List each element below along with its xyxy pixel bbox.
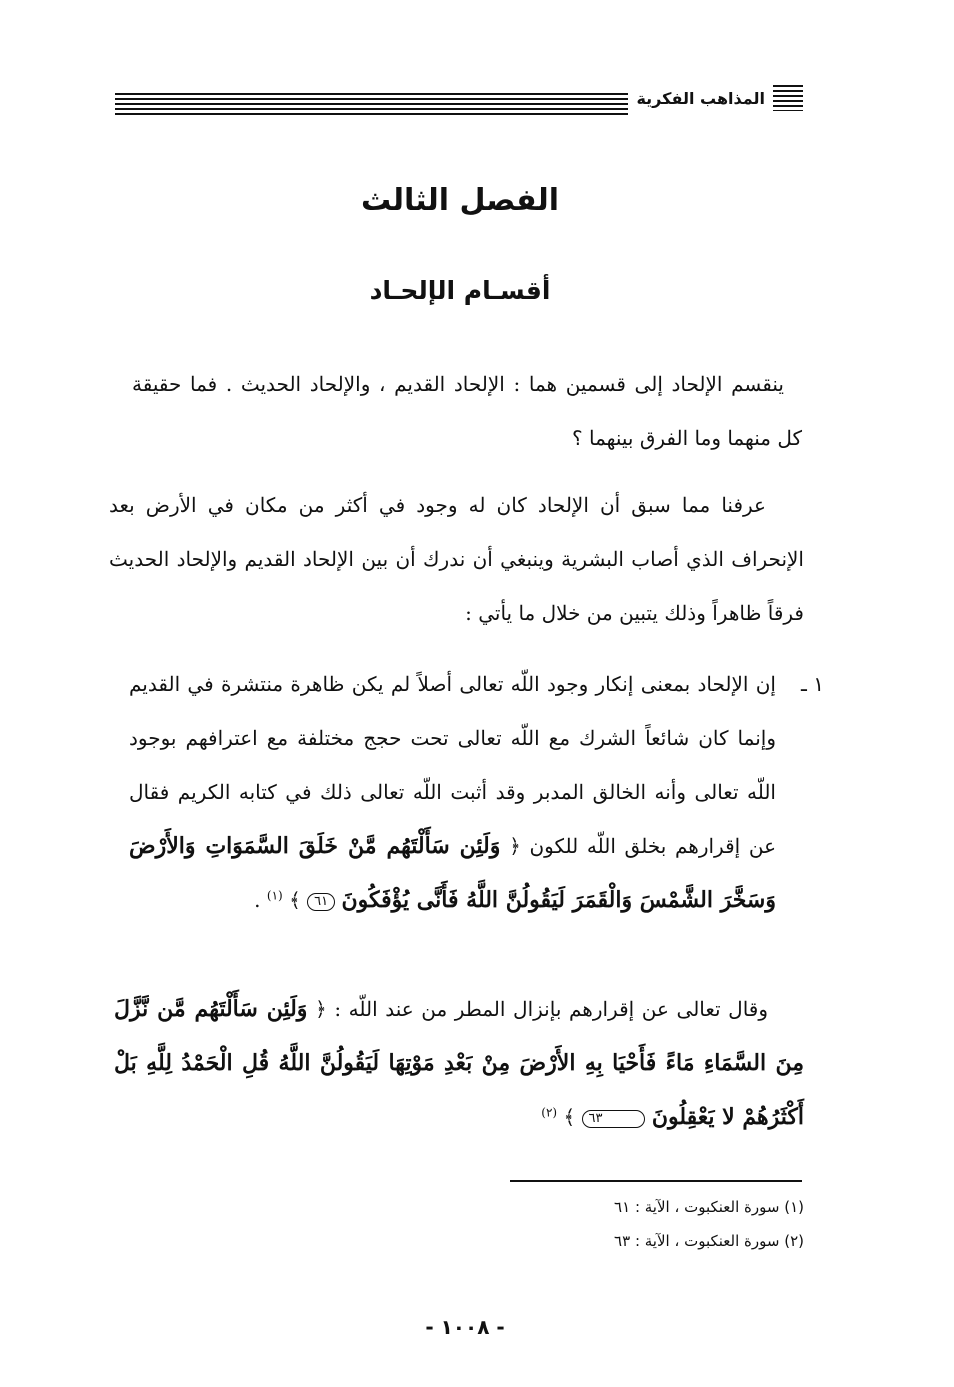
header-rule-lines [115, 93, 628, 117]
page-number: - ١٠٠٨ - [425, 1315, 505, 1339]
header-ornament-icon [773, 85, 803, 111]
verse-number-badge: ٦٣ [582, 1110, 646, 1128]
header-title: المذاهب الفكرية [636, 88, 765, 108]
chapter-title: الفصل الثالث [360, 183, 559, 218]
verse-number-badge: ٦١ [307, 893, 335, 911]
section-title: أقسـام الإلحـاد [369, 276, 551, 305]
list-item-body: إن الإلحاد بمعنى إنكار وجود اللّه تعالى أصلاً لم يكن ظاهرة منتشرة في القديم وإنما كان شائعاً الشرك مع اللّه تعالى تحت حجج مختلفة مع اعترافهم بوجود اللّه تعالى وأنه الخالق المدبر وقد أثبت اللّه تعالى ذلك في كتابه الكريم فقال عن إقرارهم بخلق اللّه للكون ﴿ وَلَئِن سَأَلْتَهُم مَّنْ خَلَقَ السَّمَوَاتِ وَالأَرْضَ وَسَخَّرَ الشَّمْسَ وَالْقَمَرَ لَيَقُولُنَّ اللَّهُ فَأَنَّى يُؤْفَكُونَ ٦١ ﴾ $^{(١)}$ . [129, 672, 777, 913]
footnote-1: (١) سورة العنكبوت ، الآية : ٦١ [614, 1198, 804, 1216]
footnotes [404, 1190, 804, 1258]
list-item-1 [129, 657, 824, 927]
footnote-2: (٢) سورة العنكبوت ، الآية : ٦٣ [614, 1232, 804, 1250]
paragraph-background: عرفنا مما سبق أن الإلحاد كان له وجود في أكثر من مكان في الأرض بعد الإنحراف الذي أصاب البشرية وينبغي أن ندرك أن بين الإلحاد القديم والإلحاد الحديث فرقاً ظاهراً وذلك يتبين من خلال ما يأتي : [109, 493, 804, 625]
verse-close-bracket: ﴾ [289, 888, 301, 912]
list-item-number: ١ ـ [801, 672, 824, 696]
paragraph-rain-verse [114, 982, 804, 1144]
quran-verse-63: وَلَئِن سَأَلْتَهُم مَّن نَّزَّلَ مِنَ السَّمَاءِ مَاءً فَأَحْيَا بِهِ الأَرْضَ مِنْ بَعْدِ مَوْتِهَا لَيَقُولُنَّ اللَّهُ قُلِ الْحَمْدُ لِلَّهِ بَلْ أَكْثَرُهُمْ لا يَعْقِلُونَ [114, 996, 804, 1130]
quran-verse-61: وَلَئِن سَأَلْتَهُم مَّنْ خَلَقَ السَّمَوَاتِ وَالأَرْضَ وَسَخَّرَ الشَّمْسَ وَالْقَمَرَ لَيَقُولُنَّ اللَّهُ فَأَنَّى يُؤْفَكُونَ [129, 833, 776, 913]
verse-close-bracket: ﴾ [563, 1105, 576, 1129]
verse-open-bracket: ﴿ [509, 834, 521, 858]
running-header [115, 78, 803, 118]
footnote-ref-1[interactable]: (١) [266, 888, 283, 903]
verse-open-bracket: ﴿ [315, 997, 327, 1021]
footnote-separator [510, 1180, 802, 1182]
paragraph-intro: ينقسم الإلحاد إلى قسمين هما : الإلحاد القديم ، والإلحاد الحديث . فما حقيقة كل منهما وما الفرق بينهما ؟ [132, 372, 802, 450]
list-item-text: إن الإلحاد بمعنى إنكار وجود اللّه تعالى أصلاً لم يكن ظاهرة منتشرة في القديم وإنما كان شائعاً الشرك مع اللّه تعالى تحت حجج مختلفة مع اعترافهم بوجود اللّه تعالى وأنه الخالق المدبر وقد أثبت اللّه تعالى ذلك في كتابه الكريم فقال عن إقرارهم بخلق اللّه للكون [129, 672, 777, 858]
paragraph-intro-text: وقال تعالى عن إقرارهم بإنزال المطر من عند اللّه : [334, 997, 769, 1021]
footnote-ref-2[interactable]: (٢) [541, 1105, 558, 1120]
